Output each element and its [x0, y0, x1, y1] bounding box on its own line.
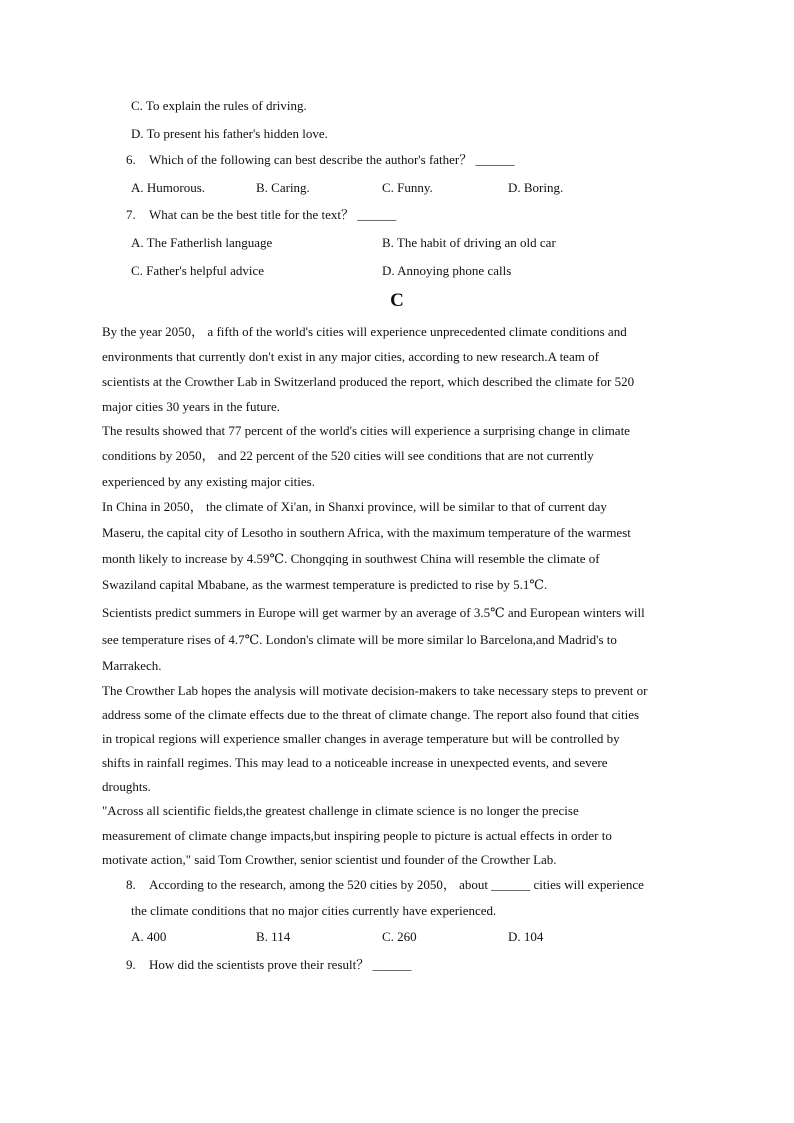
question-9-number: 9. [126, 957, 136, 972]
question-7-option-b: B. The habit of driving an old car [382, 235, 556, 250]
passage-line: major cities 30 years in the future. [102, 399, 280, 414]
passage-line: The results showed that 77 percent of the world's cities will experience a surprising change in climate [102, 423, 630, 438]
passage-line: shifts in rainfall regimes. This may lead to a noticeable increase in unexpected events, and severe [102, 755, 608, 770]
passage-line: By the year 2050， a fifth of the world's cities will experience unprecedented climate conditions and [102, 324, 627, 339]
passage-line: scientists at the Crowther Lab in Switzerland produced the report, which described the climate for 520 [102, 374, 635, 389]
question-7-text: What can be the best title for the text？ ______ [149, 207, 397, 222]
question-8-option-b: B. 114 [256, 929, 291, 944]
question-6-text: Which of the following can best describe the author's father？ ______ [149, 152, 515, 167]
question-6-option-a: A. Humorous. [131, 180, 206, 195]
passage-line: conditions by 2050， and 22 percent of the 520 cities will see conditions that are not currently [102, 448, 594, 463]
passage-line: Scientists predict summers in Europe will get warmer by an average of 3.5℃ and European winters will [102, 605, 645, 620]
passage-line: environments that currently don't exist in any major cities, according to new research.A team of [102, 349, 599, 364]
question-6-option-d: D. Boring. [508, 180, 564, 195]
question-8-number: 8. [126, 877, 136, 892]
question-9-text: How did the scientists prove their result？ ______ [149, 957, 412, 972]
question-7-option-c: C. Father's helpful advice [131, 263, 265, 278]
question-6-option-b: B. Caring. [256, 180, 310, 195]
passage-line: droughts. [102, 779, 151, 794]
question-6-number: 6. [126, 152, 136, 167]
passage-line: in tropical regions will experience smaller changes in average temperature but will be controlled by [102, 731, 620, 746]
question-8-option-c: C. 260 [382, 929, 417, 944]
passage-line: Maseru, the capital city of Lesotho in southern Africa, with the maximum temperature of the warmest [102, 525, 631, 540]
passage-line: address some of the climate effects due to the threat of climate change. The report also found that cities [102, 707, 640, 722]
passage-line: month likely to increase by 4.59℃. Chongqing in southwest China will resemble the climate of [102, 551, 600, 566]
passage-line: see temperature rises of 4.7℃. London's climate will be more similar lo Barcelona,and Madrid's to [102, 632, 617, 647]
question-8-option-a: A. 400 [131, 929, 167, 944]
question-8-text-continued: the climate conditions that no major cities currently have experienced. [131, 903, 497, 918]
passage-line: The Crowther Lab hopes the analysis will motivate decision-makers to take necessary steps to prevent or [102, 683, 648, 698]
passage-line: "Across all scientific fields,the greatest challenge in climate science is no longer the precise [102, 803, 579, 818]
option-c-prev: C. To explain the rules of driving. [131, 98, 307, 113]
question-7-option-a: A. The Fatherlish language [131, 235, 273, 250]
question-6-option-c: C. Funny. [382, 180, 433, 195]
option-d-prev: D. To present his father's hidden love. [131, 126, 328, 141]
question-7-number: 7. [126, 207, 136, 222]
passage-line: Marrakech. [102, 658, 162, 673]
passage-line: measurement of climate change impacts,but inspiring people to picture is actual effects in order to [102, 828, 612, 843]
passage-line: experienced by any existing major cities. [102, 474, 315, 489]
question-8-text: According to the research, among the 520 cities by 2050， about ______ cities will experience [149, 877, 644, 892]
question-8-option-d: D. 104 [508, 929, 544, 944]
section-title: C [390, 290, 404, 311]
passage-line: motivate action," said Tom Crowther, senior scientist und founder of the Crowther Lab. [102, 852, 557, 867]
question-7-option-d: D. Annoying phone calls [382, 263, 512, 278]
passage-line: Swaziland capital Mbabane, as the warmest temperature is predicted to rise by 5.1℃. [102, 577, 548, 592]
passage-line: In China in 2050， the climate of Xi'an, in Shanxi province, will be similar to that of current day [102, 499, 607, 514]
